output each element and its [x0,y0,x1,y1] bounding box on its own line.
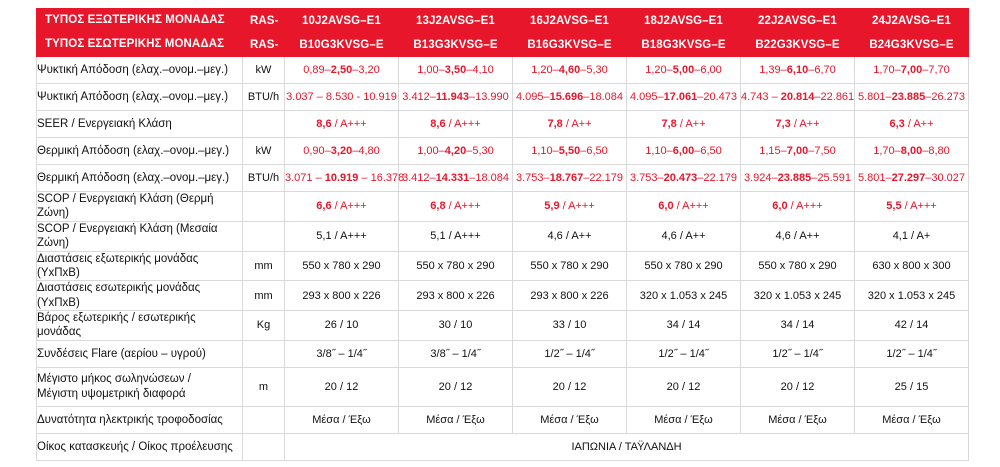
value-cell: 1/2˝ – 1/4˝ [741,340,855,367]
row-unit [243,221,285,251]
value-cell: 1,39–6,10–6,70 [741,57,855,84]
table-row [37,367,969,406]
value-cell: 1/2˝ – 1/4˝ [513,340,627,367]
row-unit: kW [243,138,285,165]
value-cell: 20 / 12 [627,367,741,406]
value-cell: 6,0 / A+++ [627,192,741,222]
value-cell: 20 / 12 [399,367,513,406]
model-header-cell: B10G3KVSG–E [285,33,399,57]
value-cell: 4,6 / A++ [741,221,855,251]
table-row-origin [37,433,969,460]
value-cell: 20 / 12 [741,367,855,406]
value-cell: 5,5 / A+++ [855,192,969,222]
table-row [37,281,969,311]
value-cell: 20 / 12 [513,367,627,406]
value-cell: 42 / 14 [855,311,969,341]
model-header-cell: B13G3KVSG–E [399,33,513,57]
row-label: Ψυκτική Απόδοση (ελαχ.–ονομ.–μεγ.) [37,57,243,84]
row-label: SCOP / Ενεργειακή Κλάση (Μεσαία Ζώνη) [37,221,243,251]
value-cell: 320 x 1.053 x 245 [741,281,855,311]
value-cell: 3/8˝ – 1/4˝ [285,340,399,367]
row-label: Διαστάσεις εξωτερικής μονάδας (ΥxΠxΒ) [37,251,243,281]
value-cell: 4,6 / A++ [627,221,741,251]
model-header-cell: B18G3KVSG–E [627,33,741,57]
row-unit: BTU/h [243,165,285,192]
table-row [37,84,969,111]
row-label: Δυνατότητα ηλεκτρικής τροφοδοσίας [37,406,243,433]
value-cell: Μέσα / Έξω [627,406,741,433]
table-row [37,251,969,281]
value-cell: 3.753–20.473–22.179 [627,165,741,192]
value-cell: 5,1 / A+++ [399,221,513,251]
value-cell: 26 / 10 [285,311,399,341]
value-cell: 4.095–17.061–20.473 [627,84,741,111]
value-cell: 293 x 800 x 226 [513,281,627,311]
value-cell: 4.743 – 20.814–22.861 [741,84,855,111]
value-cell: 6,8 / A+++ [399,192,513,222]
table-row [37,221,969,251]
value-cell: 3.412–11.943–13.990 [399,84,513,111]
value-cell: 30 / 10 [399,311,513,341]
row-unit: mm [243,251,285,281]
header-row-prefix: RAS- [243,9,285,33]
value-cell: 6,0 / A+++ [741,192,855,222]
value-cell: 5,9 / A+++ [513,192,627,222]
model-header-cell: 22J2AVSG–E1 [741,9,855,33]
value-cell: 1/2˝ – 1/4˝ [627,340,741,367]
value-cell: 34 / 14 [741,311,855,341]
model-header-cell: B24G3KVSG–E [855,33,969,57]
value-cell: 1,10–6,00–6,50 [627,138,741,165]
row-unit [243,406,285,433]
value-cell: 1,70–8,00–8,80 [855,138,969,165]
value-cell: 33 / 10 [513,311,627,341]
value-cell: 1,00–4,20–5,30 [399,138,513,165]
model-header-cell: B16G3KVSG–E [513,33,627,57]
value-cell: 320 x 1.053 x 245 [855,281,969,311]
value-cell: 550 x 780 x 290 [627,251,741,281]
value-cell: 3.412–14.331–18.084 [399,165,513,192]
value-cell: 550 x 780 x 290 [741,251,855,281]
value-cell: Μέσα / Έξω [399,406,513,433]
table-row [37,340,969,367]
value-cell: 3.037 – 8.530 - 10.919 [285,84,399,111]
model-header-cell: 24J2AVSG–E1 [855,9,969,33]
value-cell: 1,00–3,50–4,10 [399,57,513,84]
model-header-cell: 13J2AVSG–E1 [399,9,513,33]
value-cell: 293 x 800 x 226 [399,281,513,311]
value-cell: 293 x 800 x 226 [285,281,399,311]
table-row [37,111,969,138]
row-unit: kW [243,57,285,84]
row-label: Διαστάσεις εσωτερικής μονάδας (ΥxΠxΒ) [37,281,243,311]
value-cell: 8,6 / A+++ [399,111,513,138]
value-cell: 6,3 / A++ [855,111,969,138]
table-row [37,165,969,192]
table-row [37,311,969,341]
value-cell: 550 x 780 x 290 [513,251,627,281]
value-cell: 20 / 12 [285,367,399,406]
table-header-row [37,33,969,57]
table-body [37,9,969,461]
specifications-table [36,8,969,461]
value-cell: 3.924–23.885–25.591 [741,165,855,192]
row-label: Βάρος εξωτερικής / εσωτερικής μονάδας [37,311,243,341]
value-cell: 1,20–4,60–5,30 [513,57,627,84]
value-cell: Μέσα / Έξω [741,406,855,433]
value-cell: 5.801–23.885–26.273 [855,84,969,111]
value-cell: 6,6 / A+++ [285,192,399,222]
row-unit [243,192,285,222]
value-cell: 25 / 15 [855,367,969,406]
row-label: SCOP / Ενεργειακή Κλάση (Θερμή Ζώνη) [37,192,243,222]
value-cell: Μέσα / Έξω [855,406,969,433]
value-cell: 320 x 1.053 x 245 [627,281,741,311]
value-cell: 8,6 / A+++ [285,111,399,138]
row-unit [243,433,285,460]
row-unit: m [243,367,285,406]
row-unit [243,111,285,138]
table-header-row [37,9,969,33]
row-label: Συνδέσεις Flare (αερίου – υγρού) [37,340,243,367]
value-cell: 630 x 800 x 300 [855,251,969,281]
value-cell: 550 x 780 x 290 [285,251,399,281]
model-header-cell: 18J2AVSG–E1 [627,9,741,33]
row-unit [243,340,285,367]
value-cell: 1,15–7,00–7,50 [741,138,855,165]
header-row-label: ΤΥΠΟΣ ΕΞΩΤΕΡΙΚΗΣ ΜΟΝΑΔΑΣ [37,9,243,33]
row-unit: mm [243,281,285,311]
value-cell: 7,8 / A++ [513,111,627,138]
model-header-cell: B22G3KVSG–E [741,33,855,57]
table-row [37,57,969,84]
row-label: Ψυκτική Απόδοση (ελαχ.–ονομ.–μεγ.) [37,84,243,111]
value-cell: 1,20–5,00–6,00 [627,57,741,84]
value-cell: 3/8˝ – 1/4˝ [399,340,513,367]
origin-value-cell: ΙΑΠΩΝΙΑ / ΤΑΫΛΑΝΔΗ [285,433,969,460]
value-cell: 0,90–3,20–4,80 [285,138,399,165]
header-row-prefix: RAS- [243,33,285,57]
value-cell: 3.753–18.767–22.179 [513,165,627,192]
value-cell: Μέσα / Έξω [285,406,399,433]
row-unit: BTU/h [243,84,285,111]
model-header-cell: 10J2AVSG–E1 [285,9,399,33]
table-row [37,192,969,222]
value-cell: 4.095–15.696–18.084 [513,84,627,111]
value-cell: 0,89–2,50–3,20 [285,57,399,84]
header-row-label: ΤΥΠΟΣ ΕΣΩΤΕΡΙΚΗΣ ΜΟΝΑΔΑΣ [37,33,243,57]
value-cell: 1/2˝ – 1/4˝ [855,340,969,367]
value-cell: 4,6 / A++ [513,221,627,251]
value-cell: 5.801–27.297–30.027 [855,165,969,192]
value-cell: 550 x 780 x 290 [399,251,513,281]
table-row [37,138,969,165]
value-cell: 7,3 / A++ [741,111,855,138]
value-cell: 7,8 / A++ [627,111,741,138]
value-cell: 4,1 / A+ [855,221,969,251]
model-header-cell: 16J2AVSG–E1 [513,9,627,33]
row-unit: Kg [243,311,285,341]
row-label: SEER / Ενεργειακή Κλάση [37,111,243,138]
value-cell: 3.071 – 10.919 – 16.378 [285,165,399,192]
value-cell: Μέσα / Έξω [513,406,627,433]
value-cell: 5,1 / A+++ [285,221,399,251]
value-cell: 1,70–7,00–7,70 [855,57,969,84]
value-cell: 1,10–5,50–6,50 [513,138,627,165]
row-label: Μέγιστο μήκος σωληνώσεων / Μέγιστη υψομετρική διαφορά [37,367,243,406]
row-label: Οίκος κατασκευής / Οίκος προέλευσης [37,433,243,460]
table-row [37,406,969,433]
row-label: Θερμική Απόδοση (ελαχ.–ονομ.–μεγ.) [37,165,243,192]
row-label: Θερμική Απόδοση (ελαχ.–ονομ.–μεγ.) [37,138,243,165]
value-cell: 34 / 14 [627,311,741,341]
